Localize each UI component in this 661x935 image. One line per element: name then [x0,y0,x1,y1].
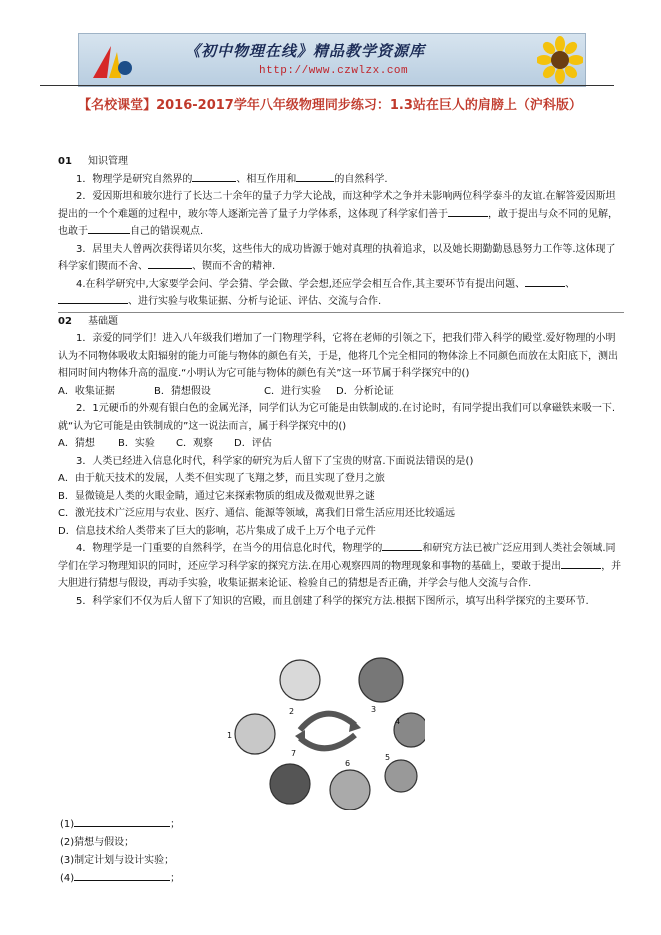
option-b[interactable]: B．猜想假设 [154,385,211,397]
figure-label: 4 [395,717,401,726]
options-row [58,435,624,453]
answer-list [60,816,180,888]
basic-question-1: 1．亲爱的同学们！进入八年级我们增加了一门物理学科，它将在老师的引领之下，把我们带入科学的殿堂.爱好物理的小明认为不同物体吸收太阳辐射的能力可能与物体的颜色有关，于是，他将几个完全相同的物体涂上不同颜色而放在太阳底下，测出相同时间内物体升高的温度.“小明认为它可能与物体的颜色有关”这一环节属于科学探究中的() [58,333,618,379]
figure-label: 1 [227,731,233,740]
section-number: 02 [58,315,72,327]
figure-label: 7 [291,749,297,758]
options-row [58,383,624,401]
option-c[interactable]: C．观察 [176,438,213,449]
answer-blank[interactable] [448,206,488,217]
option-d[interactable]: D．分析论证 [336,385,394,397]
answer-item-3: (3)制定计划与设计实验； [60,855,175,866]
option-c[interactable]: C．激光技术广泛应用与农业、医疗、通信、能源等领域，离我们日常生活应用还比较遥远 [58,508,455,519]
section-heading-basic [58,312,624,331]
answer-blank[interactable] [148,258,192,269]
figure-label: 5 [385,753,391,762]
question-3: 3．居里夫人曾两次获得诺贝尔奖，这些伟大的成功皆源于她对真理的执着追求，以及她长期勤勤恳恳努力工作等.这体现了科学家们锲而不舍、 、锲而不舍的精神. [58,243,616,272]
answer-blank[interactable] [561,558,601,569]
section-number: 01 [58,156,72,167]
figure-label: 3 [371,705,377,714]
basic-question-3: 3．人类已经进入信息化时代，科学家的研究为后人留下了宝贵的财富.下面说法错误的是() [76,455,474,467]
inquiry-cycle-illustration [225,650,425,810]
option-b[interactable]: B．显微镜是人类的火眼金睛，通过它来探索物质的组成及微观世界之谜 [58,490,375,502]
option-c[interactable]: C．进行实验 [264,385,321,397]
banner-title: 《初中物理在线》精品教学资源库 [185,42,426,60]
section-name: 知识管理 [88,156,128,167]
header-rule [40,85,614,86]
site-logo-icon [87,38,135,82]
section-name: 基础题 [88,315,118,327]
basic-question-2: 2．1元硬币的外观有银白色的金属光泽，同学们认为它可能是由铁制成的.在讨论时，有同学提出我们可以拿磁铁来吸一下.就“认为它可能是由铁制成的”这一说法而言，属于科学探究中的() [58,403,616,432]
header-banner [78,33,586,87]
answer-blank[interactable] [525,276,565,287]
answer-blank[interactable] [74,816,170,827]
section-heading-knowledge [58,153,624,171]
basic-question-4: 4．物理学是一门重要的自然科学，在当今的用信息化时代，物理学的 和研究方法已被广泛应用到人类社会领域.同学们在学习物理知识的同时，还应学习科学家的探究方法.在用心观察四周的物理现象和事物的基础上，要敢于提出 ，并大胆进行猜想与假设，再动手实验，收集证据来论证、检验自己的猜想是否正确，并学会与他人交流与合作. [58,540,624,593]
answer-blank[interactable] [382,540,422,551]
sunflower-icon [537,36,583,84]
question-4: 4.在科学研究中,大家要学会问、学会猜、学会做、学会想,还应学会相互合作,其主要环节有提出问题、 、、进行实验与收集证据、分析与论证、评估、交流与合作. [58,276,624,311]
answer-blank[interactable] [192,171,236,182]
answer-item-4: (4) ； [60,870,180,888]
answer-blank[interactable] [296,171,334,182]
option-a[interactable]: A．猜想 [58,438,95,449]
option-a[interactable]: A．收集证据 [58,385,115,397]
banner-url[interactable]: http://www.czwlzx.com [259,65,409,77]
option-b[interactable]: B．实验 [118,438,155,449]
answer-blank[interactable] [88,223,130,234]
answer-blank[interactable] [74,870,170,881]
worksheet-body [58,153,624,610]
option-d[interactable]: D．评估 [234,438,272,449]
answer-blank[interactable] [58,293,128,304]
figure-label: 2 [289,707,295,716]
basic-question-5: 5．科学家们不仅为后人留下了知识的宫殿，而且创建了科学的探究方法.根据下图所示，填写出科学探究的主要环节. [76,595,589,607]
answer-item-1: (1) ； [60,816,180,834]
figure-label: 6 [345,759,351,768]
option-d[interactable]: D．信息技术给人类带来了巨大的影响，芯片集成了成千上万个电子元件 [58,525,376,537]
page-title: 【名校课堂】2016-2017学年八年级物理同步练习：1.3站在巨人的肩膀上（沪科版） [78,98,582,113]
option-a[interactable]: A．由于航天技术的发展，人类不但实现了飞翔之梦，而且实现了登月之旅 [58,473,385,484]
answer-item-2: (2)猜想与假设； [60,837,135,848]
question-1: 1．物理学是研究自然界的 、相互作用和 的自然科学. [58,171,624,189]
question-2: 2．爱因斯坦和玻尔进行了长达二十余年的量子力学大论战，而这种学术之争并未影响两位科学泰斗的友谊.在解答爱因斯坦提出的一个个难题的过程中，玻尔等人逐渐完善了量子力学体系，这体现了科学家们善于 ，敢于提出与众不同的见解，也敢于 自己的错误观点. [58,191,618,237]
